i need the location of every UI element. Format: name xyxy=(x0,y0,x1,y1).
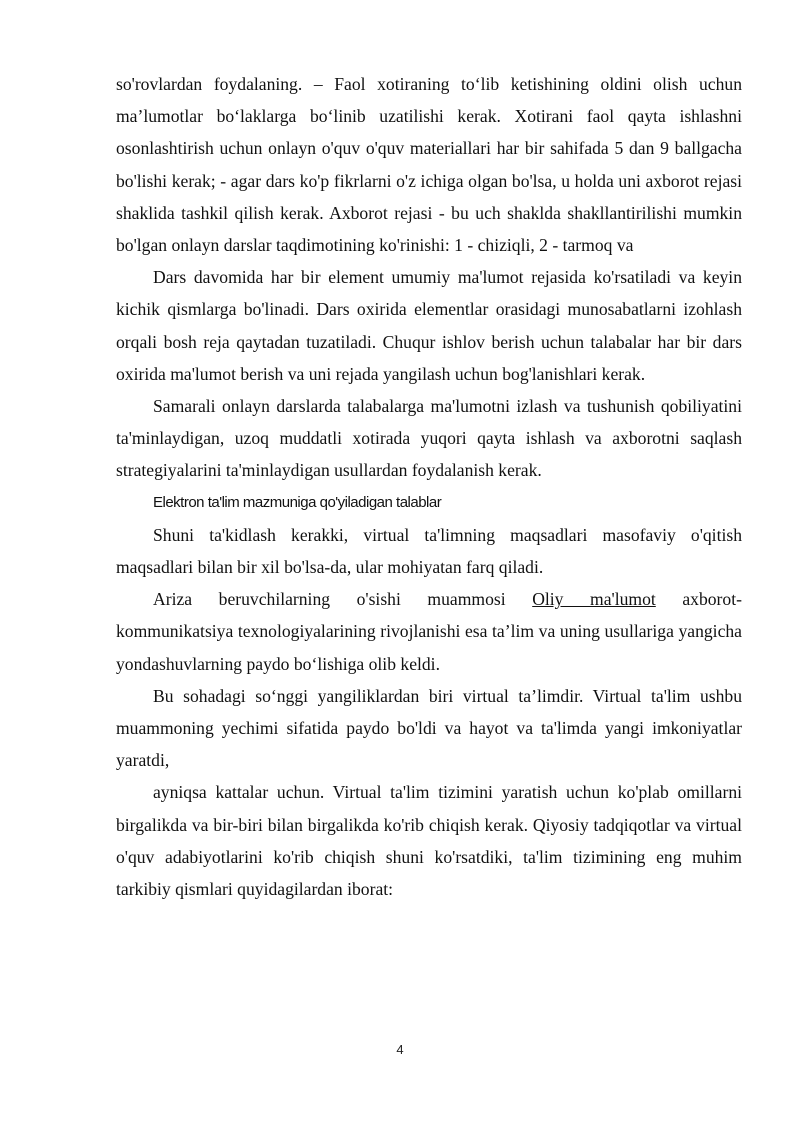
paragraph-effective-lessons: Samarali onlayn darslarda talabalarga ma'lumotni izlash va tushunish qobiliyatini ta'minlaydigan, uzoq muddatli xotirada yuqori qayta ishlash va axborotni saqlash strategiyalarini ta'minlaydigan usullardan foydalanish kerak. xyxy=(116,396,742,481)
document-body xyxy=(116,68,742,905)
paragraph-virtual-learning: Bu sohadagi so‘nggi yangiliklardan biri virtual ta’limdir. Virtual ta'lim ushbu muammoning yechimi sifatida paydo bo'ldi va hayot va ta'limda yangi imkoniyatlar yaratdi, xyxy=(116,685,742,771)
section-heading: Elektron ta'lim mazmuniga qo'yiladigan talablar xyxy=(153,493,442,511)
applicants-text-end: axborot- xyxy=(682,589,742,610)
paragraph-applicants-rest: kommunikatsiya texnologiyalarining rivojlanishi esa ta’lim va uning usullariga yangicha yondashuvlarning paydo bo‘lishiga olib keldi. xyxy=(116,621,742,674)
applicants-text-start: Ariza beruvchilarning o'sishi muammosi xyxy=(153,589,506,610)
higher-education-link[interactable]: Oliy ma'lumot xyxy=(532,589,656,610)
paragraph-lesson-elements: Dars davomida har bir element umumiy ma'lumot rejasida ko'rsatiladi va keyin kichik qismlarga bo'linadi. Dars oxirida elementlar orasidagi munosabatlarni izohlash orqali bosh reja qaytadan tuzatiladi. Chuqur ishlov berish uchun talabalar har bir dars oxirida ma'lumot berish va uni rejada yangilash uchun bog'lanishlari kerak. xyxy=(116,267,742,384)
paragraph-active-memory: so'rovlardan foydalaning. – Faol xotiraning to‘lib ketishining oldini olish uchun ma’lumotlar bo‘laklarga bo‘linib uzatilishi kerak. Xotirani faol qayta ishlashni osonlashtirish uchun onlayn o'quv o'quv materiallari har bir sahifada 5 dan 9 ballgacha bo'lishi kerak; - agar dars ko'p fikrlarni o'z ichiga olgan bo'lsa, u holda uni axborot rejasi shaklida tashkil qilish kerak. Axborot rejasi - bu uch shaklda shakllantirilishi mumkin bo'lgan onlayn darslar taqdimotining ko'rinishi: 1 - chiziqli, 2 - tarmoq va xyxy=(116,74,742,256)
page-number: 4 xyxy=(396,1042,404,1057)
paragraph-adults: ayniqsa kattalar uchun. Virtual ta'lim tizimini yaratish uchun ko'plab omillarni birgalikda va bir-biri bilan birgalikda ko'rib chiqish kerak. Qiyosiy tadqiqotlar va virtual o'quv adabiyotlarini ko'rib chiqish shuni ko'rsatdiki, ta'lim tizimining eng muhim tarkibiy qismlari quyidagilardan iborat: xyxy=(116,782,742,900)
paragraph-applicants-line1 xyxy=(116,583,742,615)
paragraph-virtual-goals: Shuni ta'kidlash kerakki, virtual ta'limning maqsadlari masofaviy o'qitish maqsadlari bilan bir xil bo'lsa-da, ular mohiyatan farq qiladi. xyxy=(116,524,742,578)
